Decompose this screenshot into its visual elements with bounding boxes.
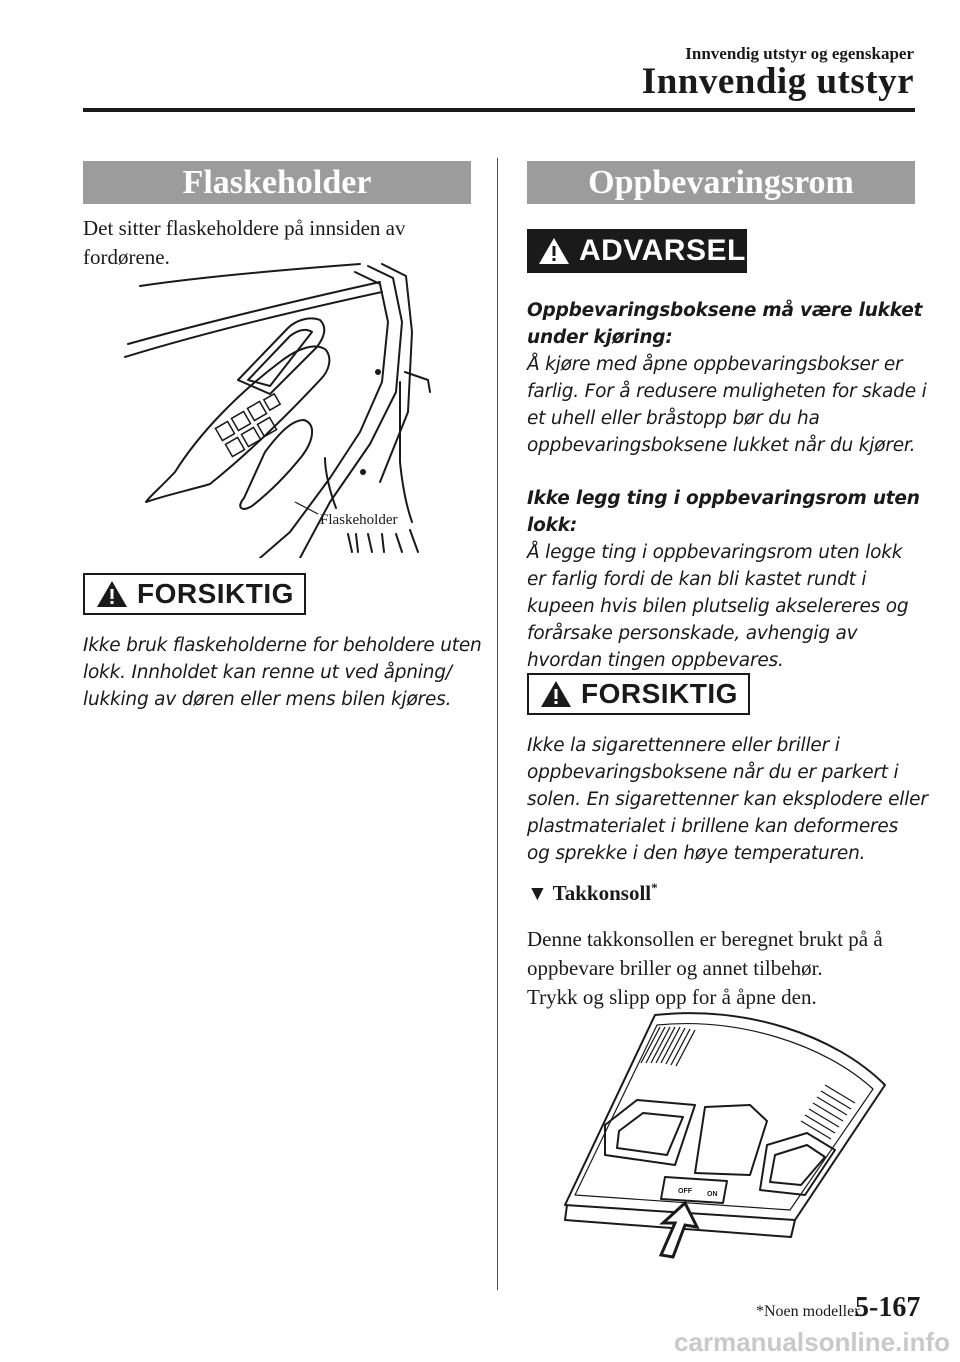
warning-badge bbox=[527, 229, 747, 273]
footnote-marker: * bbox=[651, 880, 658, 895]
caution-line: Ikke la sigarettennere eller briller i bbox=[527, 735, 840, 756]
warning-line: hvordan tingen oppbevares. bbox=[527, 650, 784, 671]
caution-line: Ikke bruk flaskeholderne for beholdere uten bbox=[83, 635, 482, 656]
header-rule bbox=[83, 108, 915, 112]
caution-line: lokk. Innholdet kan renne ut ved åpning/ bbox=[83, 662, 452, 683]
footnote: *Noen modeller. bbox=[756, 1303, 863, 1320]
subsection-title: Takkonsoll bbox=[552, 881, 652, 905]
warning-heading-line: under kjøring: bbox=[527, 327, 673, 348]
warning-heading-line: Ikke legg ting i oppbevaringsrom uten lokk: bbox=[527, 488, 920, 536]
caution-line: solen. En sigarettenner kan eksplodere eller bbox=[527, 789, 928, 810]
subsection-heading-overhead-console bbox=[527, 880, 658, 906]
section-title-bottle-holder: Flaskeholder bbox=[83, 161, 471, 204]
warning-triangle-icon bbox=[539, 679, 573, 709]
column-divider bbox=[497, 158, 498, 1290]
intro-line: Det sitter flaskeholdere på innsiden av bbox=[83, 216, 406, 240]
body-line: oppbevare briller og annet tilbehør. bbox=[527, 956, 823, 980]
bottle-holder-callout: Flaskeholder bbox=[320, 512, 398, 528]
caution-text-left bbox=[83, 632, 482, 713]
caution-line: og sprekke i den høye temperaturen. bbox=[527, 843, 866, 864]
warning-line: forårsake personskade, avhengig av bbox=[527, 623, 858, 644]
caution-line: lukking av døren eller mens bilen kjøres. bbox=[83, 689, 452, 710]
overhead-console-illustration bbox=[545, 1005, 895, 1260]
switch-on-label: ON bbox=[707, 1191, 718, 1198]
triangle-bullet-icon: ▼ bbox=[527, 881, 548, 905]
warning-line: er farlig fordi de kan bli kastet rundt i bbox=[527, 569, 867, 590]
running-header-subtitle: Innvendig utstyr og egenskaper bbox=[685, 44, 914, 63]
caution-label: FORSIKTIG bbox=[137, 578, 294, 609]
warning-label: ADVARSEL bbox=[579, 234, 746, 267]
warning-line: Å legge ting i oppbevaringsrom uten lokk bbox=[527, 542, 903, 563]
warning-line: kupeen hvis bilen plutselig akselereres og bbox=[527, 596, 909, 617]
warning-text-2 bbox=[527, 485, 960, 674]
warning-line: Å kjøre med åpne oppbevaringsbokser er bbox=[527, 354, 903, 375]
warning-line: oppbevaringsboksene lukket når du kjører. bbox=[527, 435, 916, 456]
warning-line: et uhell eller bråstopp bør du ha bbox=[527, 408, 820, 429]
warning-text-1 bbox=[527, 297, 927, 459]
warning-triangle-icon bbox=[537, 236, 571, 266]
switch-off-label: OFF bbox=[678, 1188, 692, 1195]
caution-line: plastmaterialet i brillene kan deformeres bbox=[527, 816, 899, 837]
watermark: carmanualsonline.info bbox=[674, 1327, 950, 1357]
body-line: Trykk og slipp opp for å åpne den. bbox=[527, 985, 817, 1009]
caution-line: oppbevaringsboksene når du er parkert i bbox=[527, 762, 899, 783]
page-number: 5-167 bbox=[855, 1292, 921, 1323]
caution-badge-right bbox=[527, 673, 750, 715]
caution-badge-left bbox=[83, 573, 306, 615]
intro-line: fordørene. bbox=[83, 245, 170, 269]
running-header-title: Innvendig utstyr bbox=[641, 61, 914, 102]
warning-triangle-icon bbox=[95, 579, 129, 609]
warning-heading-line: Oppbevaringsboksene må være lukket bbox=[527, 300, 923, 321]
caution-label: FORSIKTIG bbox=[581, 678, 738, 709]
door-bottle-holder-illustration bbox=[120, 262, 450, 558]
body-line: Denne takkonsollen er beregnet brukt på å bbox=[527, 927, 883, 951]
caution-text-right bbox=[527, 732, 928, 867]
overhead-console-text bbox=[527, 925, 883, 1012]
section-title-storage: Oppbevaringsrom bbox=[527, 161, 915, 204]
warning-line: farlig. For å redusere muligheten for skade i bbox=[527, 381, 927, 402]
